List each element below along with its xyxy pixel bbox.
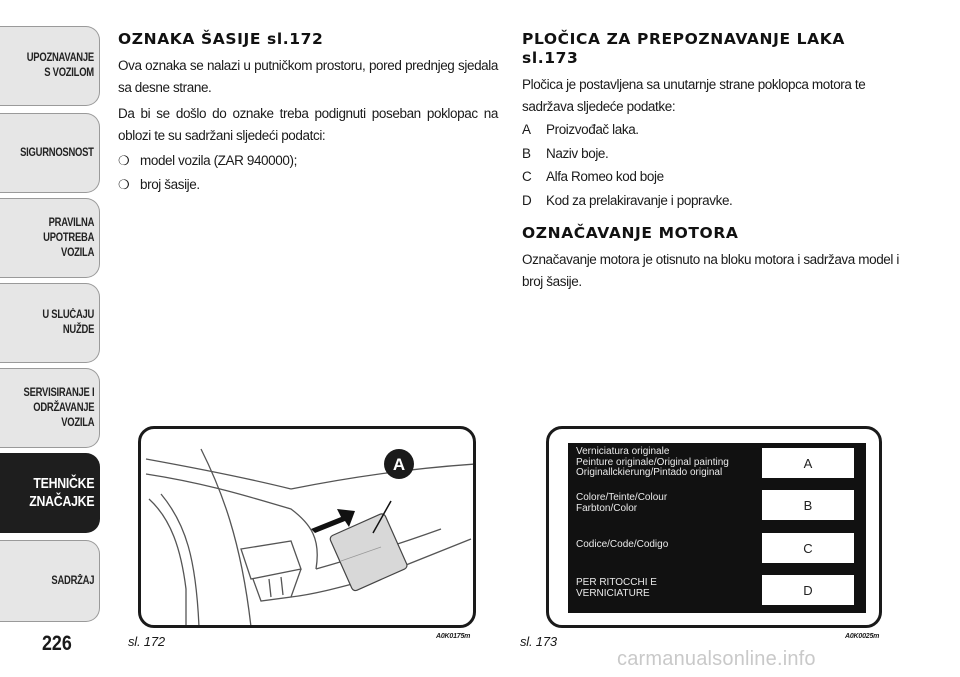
bullet-icon: ❍ (118, 153, 130, 168)
figure-caption: sl. 172 (128, 634, 165, 649)
tab-label: TEHNIČKE ZNAČAJKE (28, 475, 94, 510)
watermark: carmanualsonline.info (617, 648, 816, 670)
list-item (522, 165, 904, 189)
paragraph: Označavanje motora je otisnuto na bloku motora i sadržava model i broj šasije. (522, 252, 899, 289)
tab-u-slucaju-nuzde[interactable] (0, 283, 100, 363)
list-item-text: Alfa Romeo kod boje (546, 169, 664, 184)
plate-box: C (762, 533, 854, 563)
bullet-icon: ❍ (118, 177, 130, 192)
plate-row (572, 445, 862, 481)
section-oznaka-sasije (118, 30, 498, 197)
figure-caption: sl. 173 (520, 634, 557, 649)
tab-label: SADRŽAJ (51, 574, 94, 587)
paragraph: Ova oznaka se nalazi u putničkom prostoru, pored prednjeg sjedala sa desne strane. (118, 58, 498, 95)
plate-row (572, 487, 862, 523)
list-letter: A (522, 122, 531, 137)
list-item-text: model vozila (ZAR 940000); (140, 153, 297, 168)
plate-text: PER RITOCCHI E VERNICIATURE (576, 577, 657, 599)
heading-oznaka-sasije: OZNAKA ŠASIJE sl.172 (118, 30, 324, 48)
marker-a-label: A (392, 455, 406, 474)
list-letter: D (522, 192, 532, 208)
tab-sigurnosnost[interactable] (0, 113, 100, 193)
paint-plate (568, 443, 866, 613)
tab-label: U SLUČAJU NUŽDE (42, 309, 94, 336)
plate-box: B (762, 490, 854, 520)
list-letter: B (522, 145, 531, 161)
figure-sl-172 (138, 426, 476, 628)
page-number: 226 (42, 632, 72, 655)
figure-code: A0K0175m (436, 633, 471, 640)
tab-label: SERVISIRANJE I ODRŽAVANJE VOZILA (23, 386, 94, 429)
list-item (118, 149, 498, 173)
list-item-text: broj šasije. (140, 177, 200, 192)
section-plocica-laka (522, 30, 904, 293)
tab-servisiranje-i-odrzavanje[interactable] (0, 368, 100, 448)
chassis-label-illustration (141, 429, 476, 628)
plate-box: A (762, 448, 854, 478)
list-item (522, 118, 904, 142)
figure-sl-173 (546, 426, 882, 628)
list-item (522, 142, 904, 166)
plate-row (572, 530, 862, 566)
tab-pravilna-upotreba-vozila[interactable] (0, 198, 100, 278)
list-item-text: Kod za prelakiravanje i popravke. (546, 192, 733, 208)
plate-text: Verniciatura originale Peinture originale/Original painting Originallckierung/Pintado original (576, 446, 729, 478)
plate-row (572, 572, 862, 608)
tab-label: PRAVILNA UPOTREBA VOZILA (43, 216, 94, 259)
section-sidebar (0, 0, 104, 640)
tab-tehnicke-znacajke[interactable] (0, 453, 100, 533)
list-item (118, 173, 498, 197)
tab-label: UPOZNAVANJE S VOZILOM (26, 52, 94, 79)
list-letter: C (522, 169, 532, 184)
tab-upoznavanje-s-vozilom[interactable] (0, 26, 100, 106)
figure-code: A0K0025m (845, 633, 880, 640)
heading-plocica-laka: PLOČICA ZA PREPOZNAVANJE LAKA sl.173 (522, 30, 845, 67)
plate-text: Colore/Teinte/Colour Farbton/Color (576, 492, 668, 514)
paragraph: Pločica je postavljena sa unutarnje strane poklopca motora te sadržava sljedeće podatke: (522, 77, 866, 114)
plate-text: Codice/Code/Codigo (576, 539, 669, 550)
list-item (522, 189, 904, 213)
paragraph: Da bi se došlo do oznake treba podignuti poseban poklopac na oblozi te su sadržani sljedeći podatci: (118, 106, 498, 143)
tab-label: SIGURNOSNOST (20, 146, 94, 159)
tab-sadrzaj[interactable] (0, 540, 100, 622)
list-item-text: Naziv boje. (546, 145, 609, 161)
list-item-text: Proizvođač laka. (546, 122, 639, 137)
plate-box: D (762, 575, 854, 605)
heading-oznacavanje-motora: OZNAČAVANJE MOTORA (522, 224, 739, 242)
